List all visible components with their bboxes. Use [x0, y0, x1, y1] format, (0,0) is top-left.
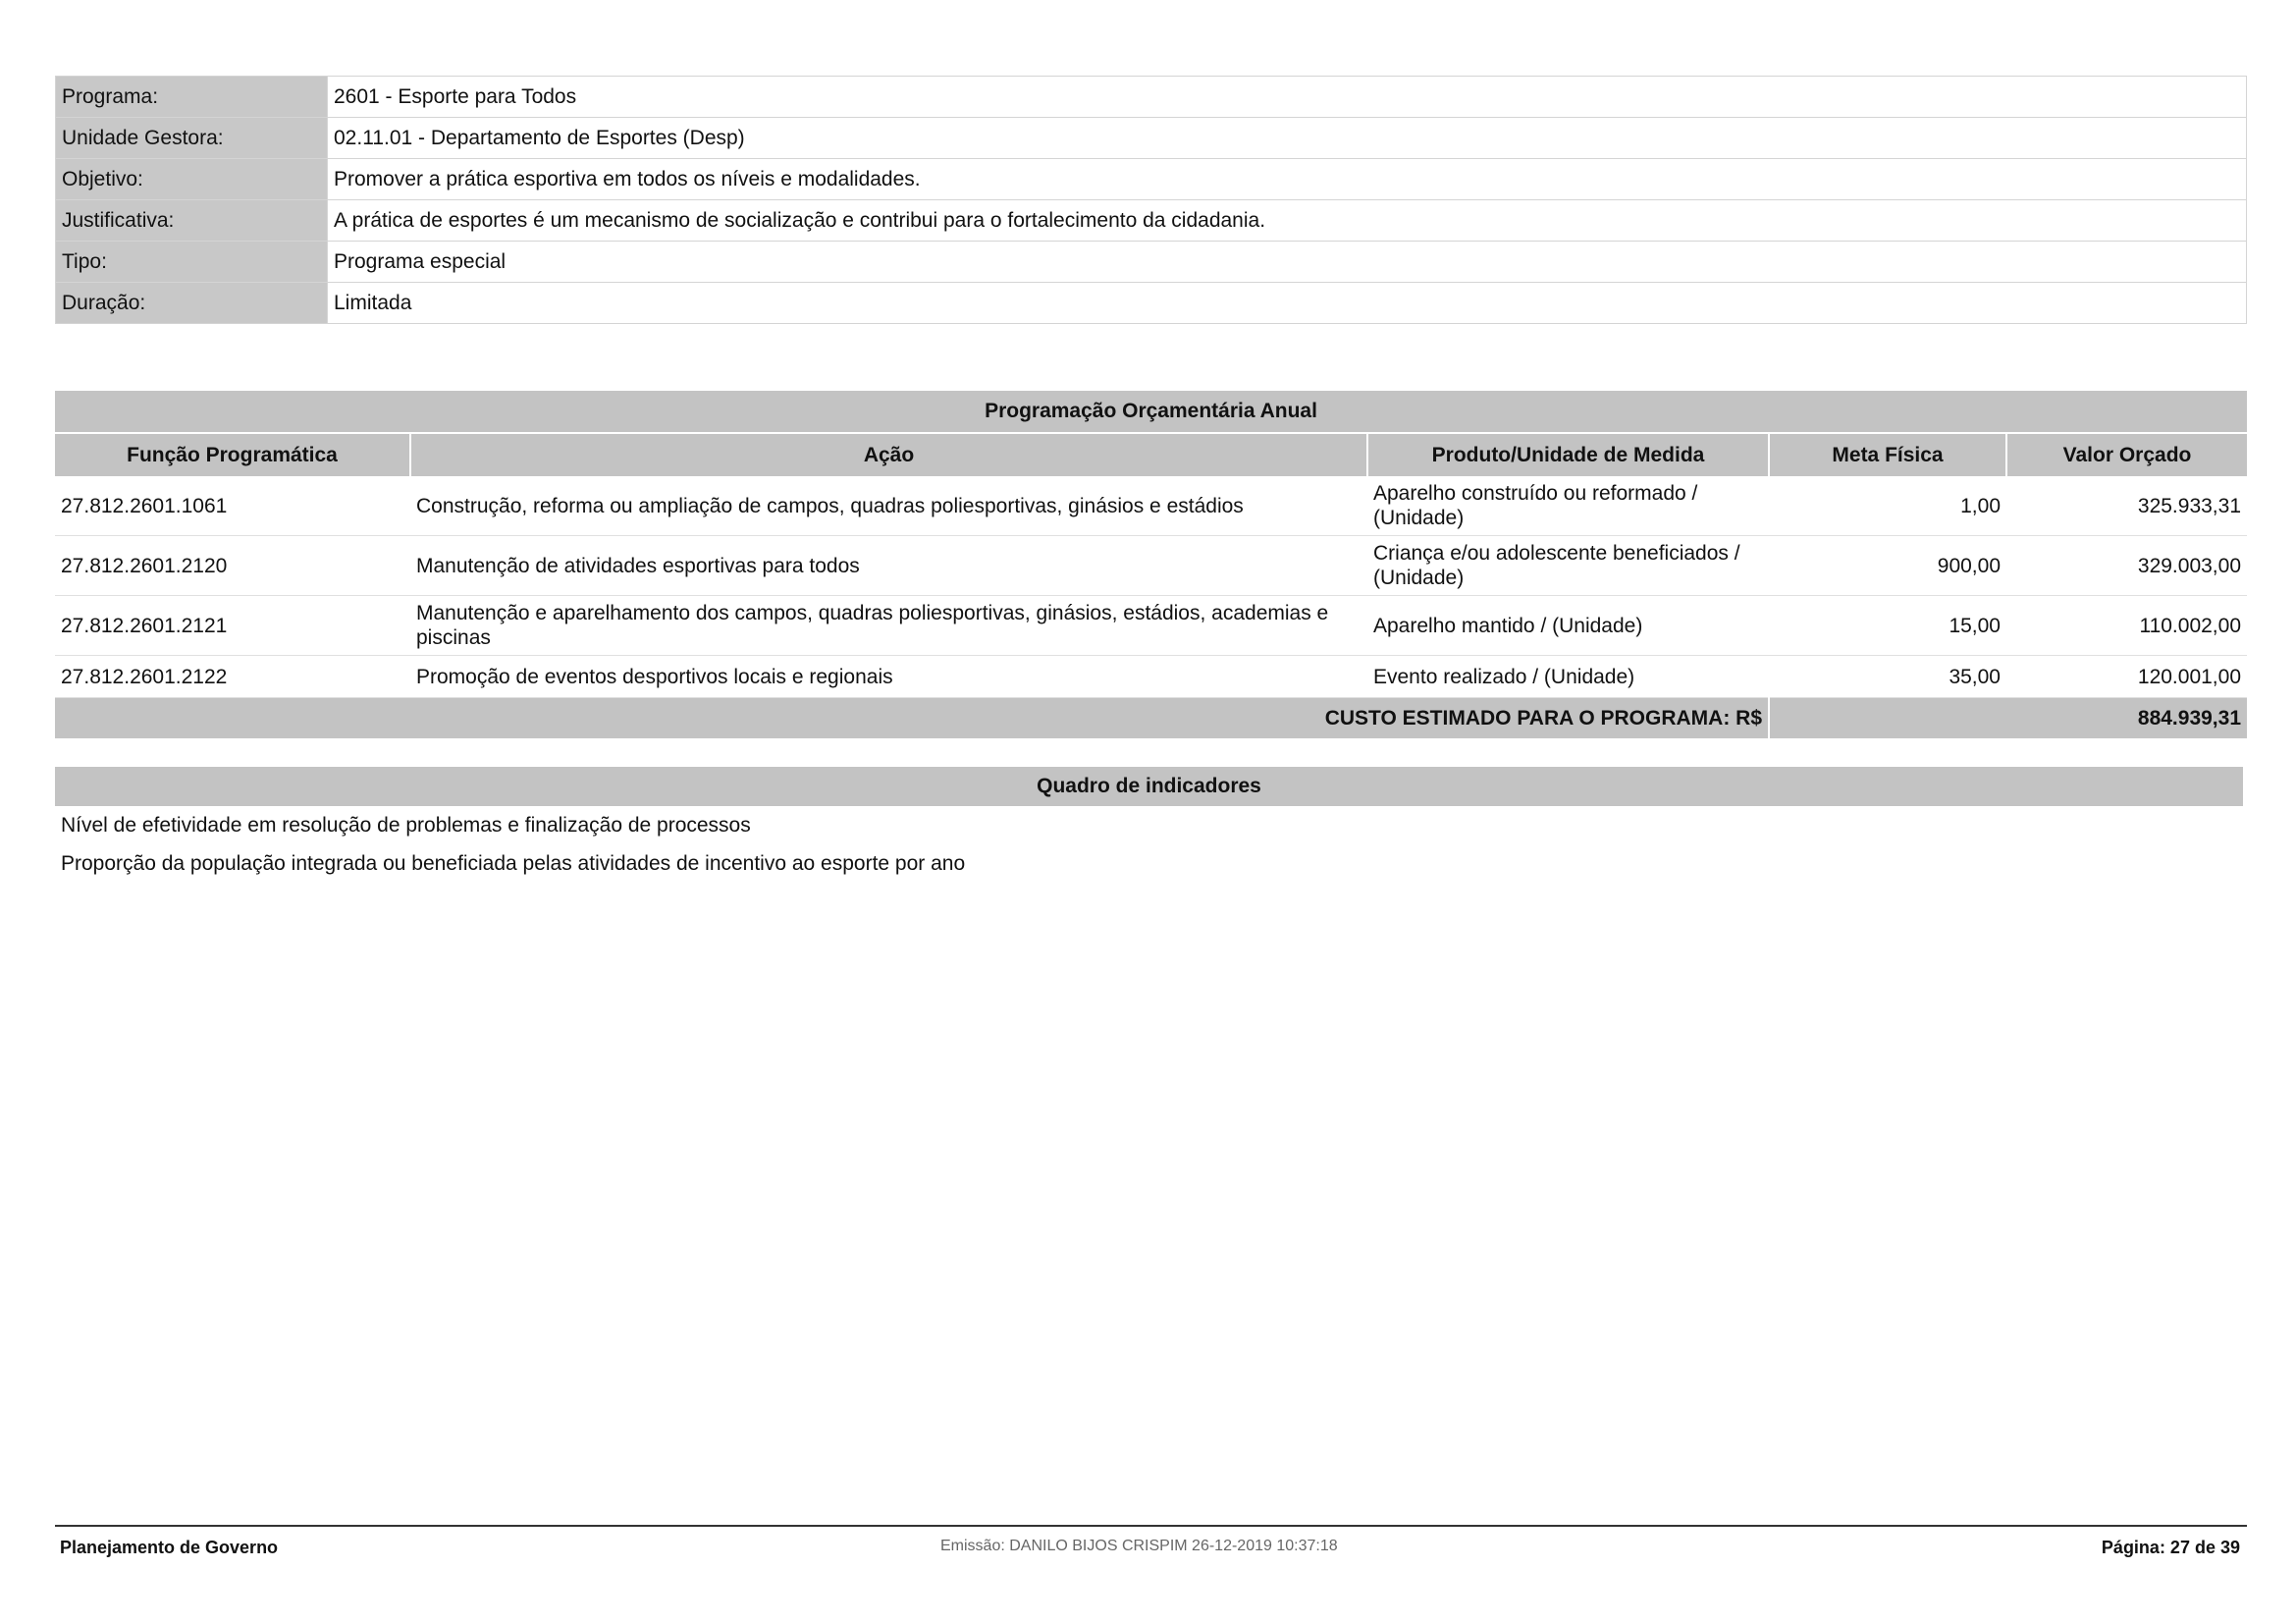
table-row: [55, 596, 2247, 656]
table-row: [55, 536, 2247, 596]
footer-page-number: Página: 27 de 39: [2101, 1538, 2240, 1557]
cell-funcao: 27.812.2601.2120: [55, 536, 410, 596]
program-info-table: [55, 76, 2247, 324]
cell-meta: 1,00: [1769, 476, 2006, 536]
column-header-acao: Ação: [410, 433, 1367, 476]
cell-meta: 15,00: [1769, 596, 2006, 656]
total-spacer: [1769, 698, 2006, 739]
footer-divider: [55, 1525, 2247, 1527]
column-header-produto: Produto/Unidade de Medida: [1367, 433, 1769, 476]
table-row: [55, 656, 2247, 698]
indicators-section: [55, 767, 2243, 883]
info-row-objetivo: [56, 159, 2247, 200]
column-header-valor: Valor Orçado: [2006, 433, 2247, 476]
column-header-meta: Meta Física: [1769, 433, 2006, 476]
cell-produto: Evento realizado / (Unidade): [1367, 656, 1769, 698]
table-row: [55, 476, 2247, 536]
cell-valor: 329.003,00: [2006, 536, 2247, 596]
cell-valor: 120.001,00: [2006, 656, 2247, 698]
indicators-title: Quadro de indicadores: [55, 767, 2243, 806]
info-label: Programa:: [56, 77, 328, 118]
info-value: 02.11.01 - Departamento de Esportes (Desp): [328, 118, 2247, 159]
total-value: 884.939,31: [2006, 698, 2247, 739]
info-value: 2601 - Esporte para Todos: [328, 77, 2247, 118]
budget-table: [55, 391, 2247, 738]
info-label: Objetivo:: [56, 159, 328, 200]
footer-org: Planejamento de Governo: [60, 1538, 279, 1557]
cell-produto: Aparelho mantido / (Unidade): [1367, 596, 1769, 656]
cell-valor: 110.002,00: [2006, 596, 2247, 656]
info-label: Unidade Gestora:: [56, 118, 328, 159]
info-value: Programa especial: [328, 242, 2247, 283]
info-value: A prática de esportes é um mecanismo de socialização e contribui para o fortalecimento da cidadania.: [328, 200, 2247, 242]
budget-table-title: Programação Orçamentária Anual: [55, 391, 2247, 433]
cell-produto: Criança e/ou adolescente beneficiados / (Unidade): [1367, 536, 1769, 596]
column-header-funcao: Função Programática: [55, 433, 410, 476]
cell-acao: Construção, reforma ou ampliação de campos, quadras poliesportivas, ginásios e estádios: [410, 476, 1367, 536]
info-row-justificativa: [56, 200, 2247, 242]
info-label: Tipo:: [56, 242, 328, 283]
indicator-item: Proporção da população integrada ou beneficiada pelas atividades de incentivo ao esporte por ano: [61, 852, 966, 875]
cell-funcao: 27.812.2601.2122: [55, 656, 410, 698]
cell-valor: 325.933,31: [2006, 476, 2247, 536]
total-row: [55, 698, 2247, 739]
info-row-duracao: [56, 283, 2247, 324]
info-value: Limitada: [328, 283, 2247, 324]
cell-produto: Aparelho construído ou reformado / (Unidade): [1367, 476, 1769, 536]
info-value: Promover a prática esportiva em todos os níveis e modalidades.: [328, 159, 2247, 200]
info-row-unidade-gestora: [56, 118, 2247, 159]
info-label: Duração:: [56, 283, 328, 324]
indicator-item: Nível de efetividade em resolução de problemas e finalização de processos: [61, 814, 751, 837]
cell-funcao: 27.812.2601.1061: [55, 476, 410, 536]
cell-meta: 35,00: [1769, 656, 2006, 698]
footer-emission: Emissão: DANILO BIJOS CRISPIM 26-12-2019 10:37:18: [940, 1538, 1338, 1554]
cell-meta: 900,00: [1769, 536, 2006, 596]
info-row-programa: [56, 77, 2247, 118]
cell-acao: Manutenção e aparelhamento dos campos, quadras poliesportivas, ginásios, estádios, academias e piscinas: [410, 596, 1367, 656]
total-label: CUSTO ESTIMADO PARA O PROGRAMA: R$: [55, 698, 1769, 739]
cell-funcao: 27.812.2601.2121: [55, 596, 410, 656]
info-row-tipo: [56, 242, 2247, 283]
info-label: Justificativa:: [56, 200, 328, 242]
cell-acao: Manutenção de atividades esportivas para todos: [410, 536, 1367, 596]
cell-acao: Promoção de eventos desportivos locais e regionais: [410, 656, 1367, 698]
